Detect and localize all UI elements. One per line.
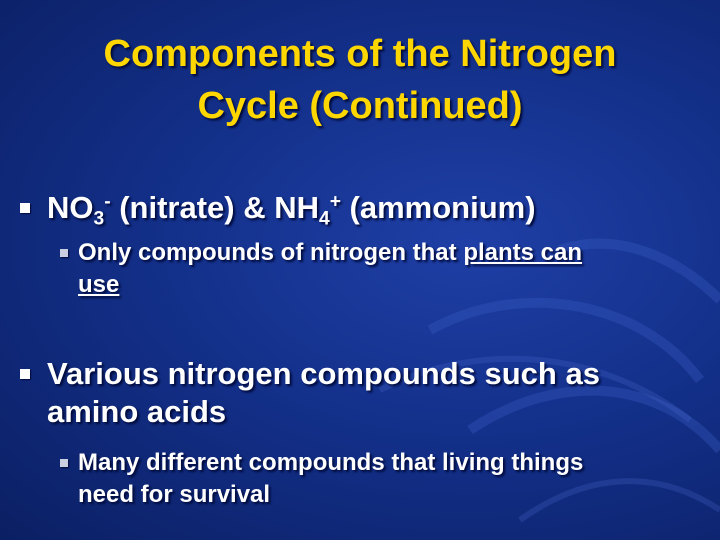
underlined-plants-can: plants can (463, 239, 583, 266)
nitrate-superscript: - (104, 191, 111, 213)
sub-bullet-plants-can-use (78, 237, 582, 301)
bullet-2-line-1: Various nitrogen compounds such as (47, 356, 600, 391)
bullet-2-line-2: amino acids (47, 394, 227, 429)
title-line-2: Cycle (Continued) (197, 85, 523, 127)
bullet-marker (20, 203, 30, 213)
ammonium-subscript: 4 (319, 208, 330, 230)
title-line-1: Components of the Nitrogen (103, 33, 617, 75)
sub-bullet-2-line-1: Many different compounds that living things (78, 449, 584, 476)
nitrate-subscript: 3 (93, 208, 105, 230)
ammonium-superscript: + (329, 191, 341, 213)
underlined-use: use (78, 271, 120, 298)
sub-bullet-line-2 (78, 269, 582, 301)
sub-bullet-2-line-2: need for survival (78, 481, 271, 508)
nitrate-formula: NO (47, 190, 94, 225)
sub-bullet-marker (60, 249, 68, 257)
sub-bullet-prefix: Only compounds of nitrogen that (78, 239, 464, 266)
sub-bullet-marker (60, 459, 68, 467)
ammonium-name: (ammonium) (340, 190, 536, 225)
ammonium-formula: NH (274, 190, 319, 225)
sub-bullet-many-compounds (78, 447, 583, 511)
bullet-various-compounds (47, 355, 600, 431)
nitrate-name: (nitrate) & (110, 190, 275, 225)
bullet-marker (20, 369, 30, 379)
sub-bullet-line-1 (78, 237, 582, 269)
bullet-nitrate-ammonium (47, 189, 536, 230)
slide-title (0, 28, 720, 132)
